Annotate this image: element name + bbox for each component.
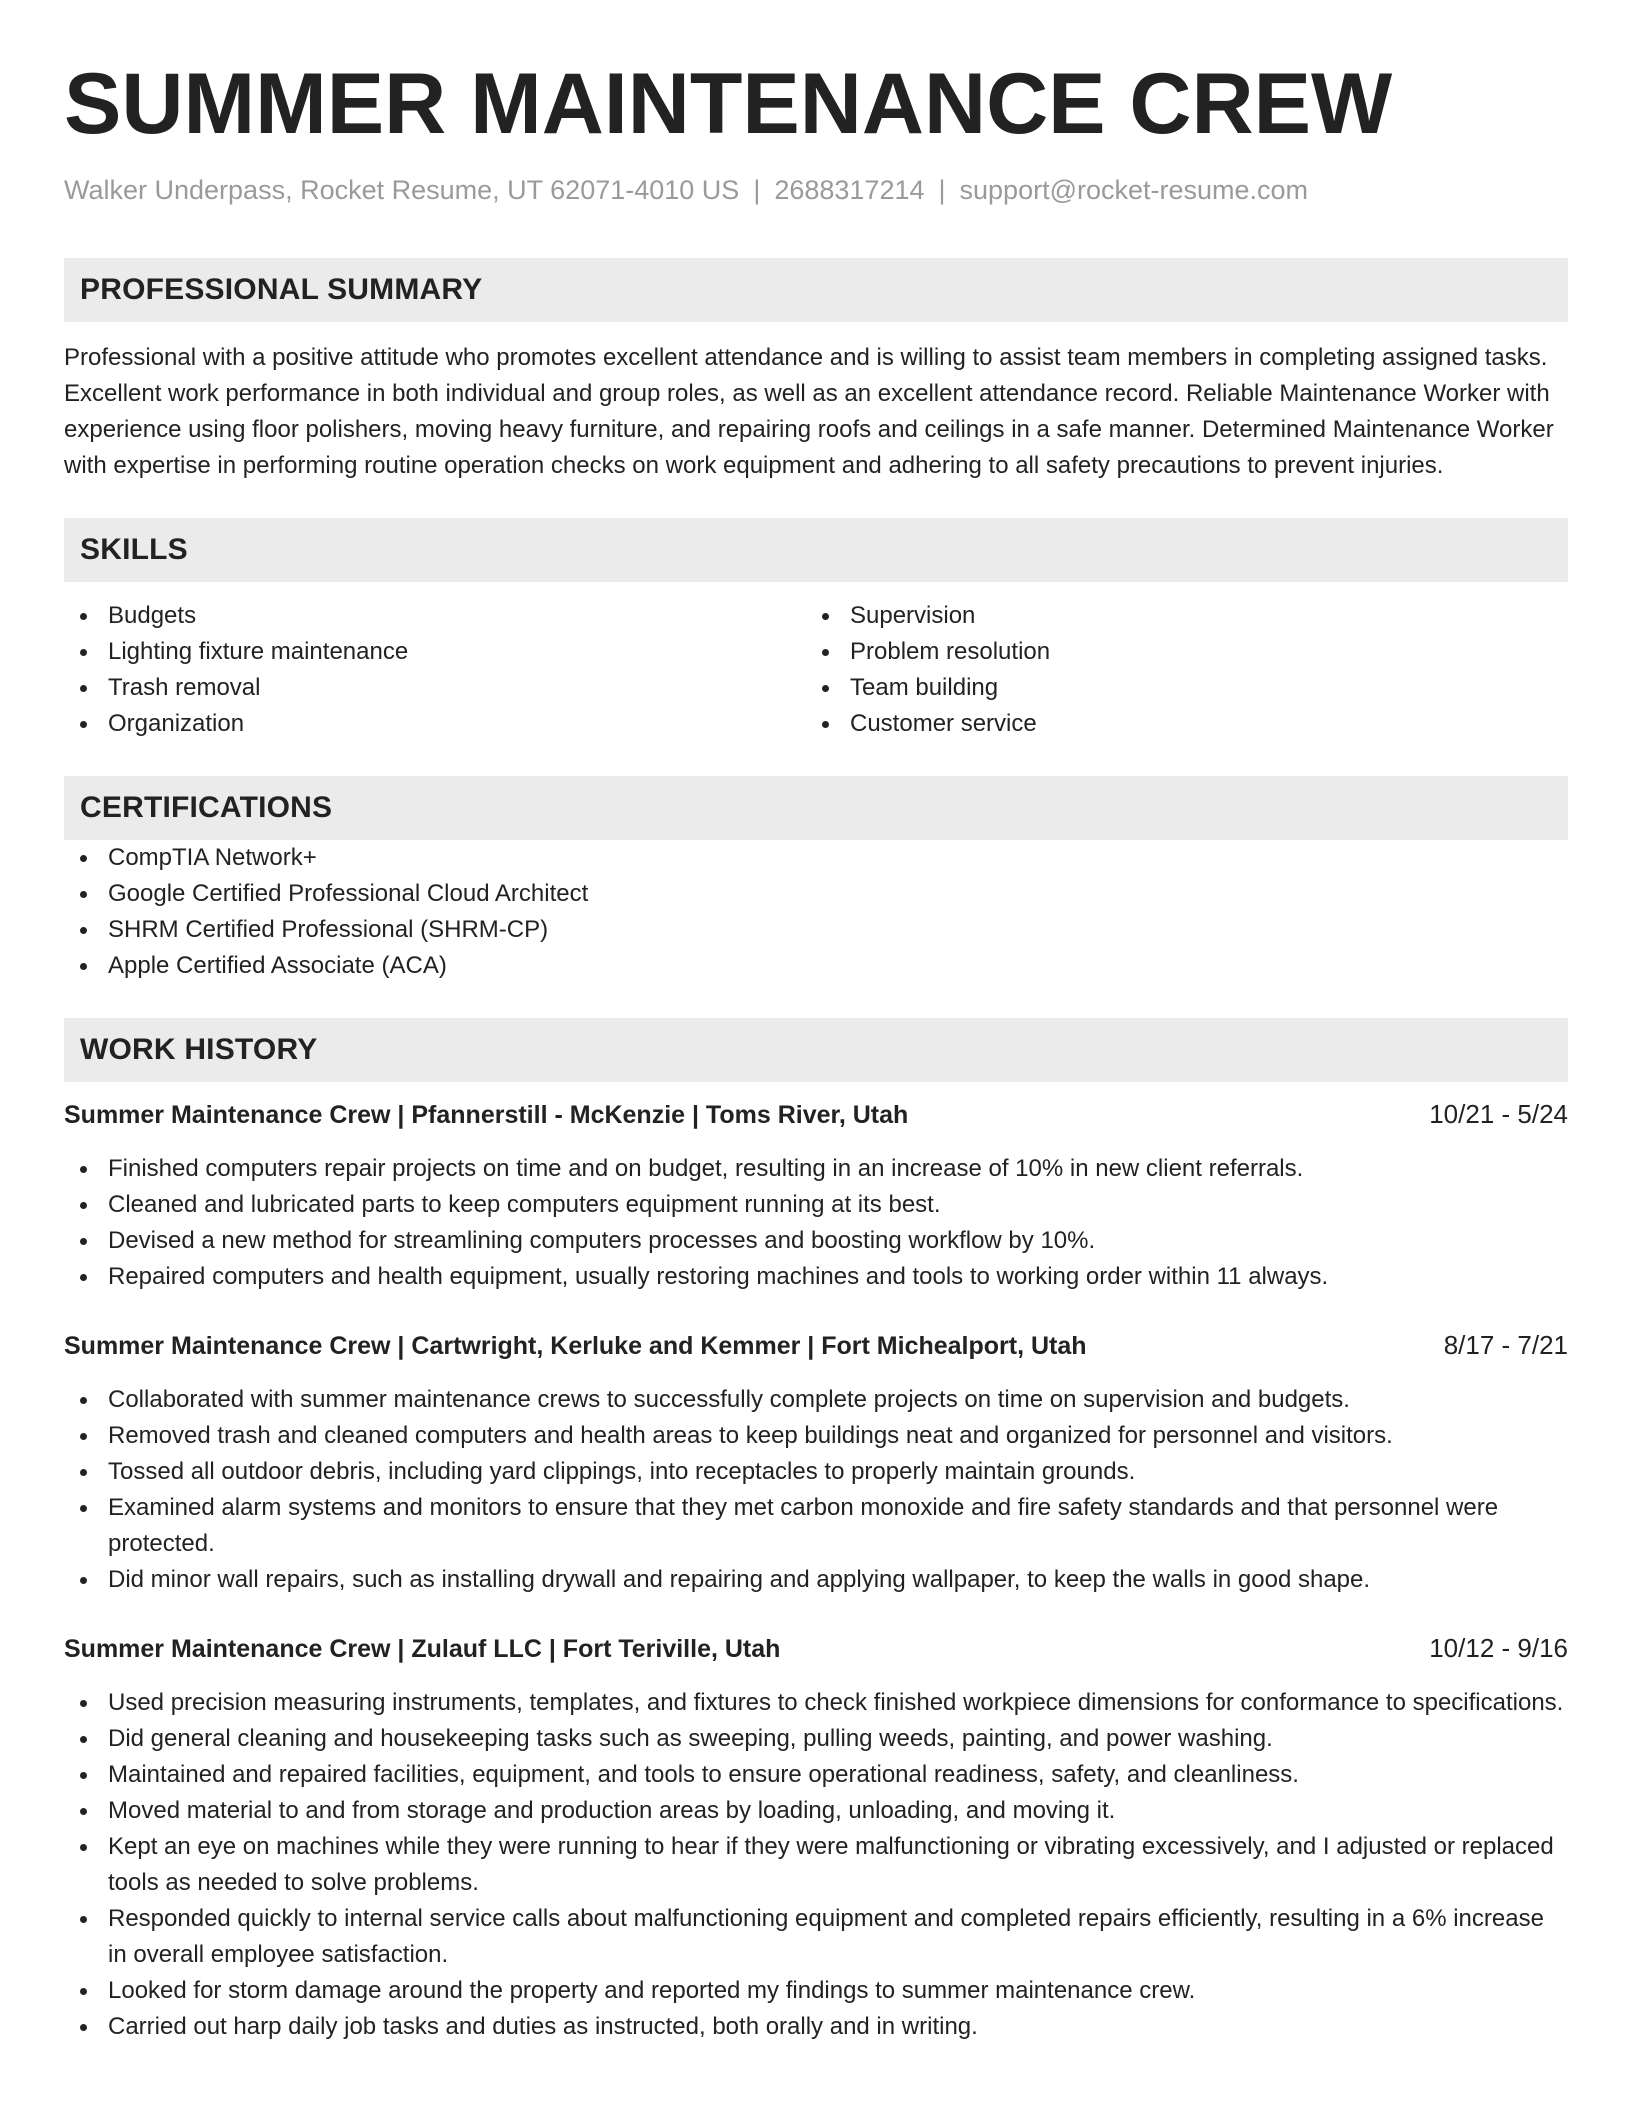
contact-address: Walker Underpass, Rocket Resume, UT 62071-4010 US [64, 175, 740, 205]
job-bullet: Did minor wall repairs, such as installing drywall and repairing and applying wallpaper, to keep the walls in good shape. [64, 1562, 1568, 1598]
job-dates: 10/12 - 9/16 [1429, 1633, 1568, 1663]
contact-line [64, 172, 1568, 208]
job-entry [64, 1630, 1568, 2045]
job-bullet: Moved material to and from storage and production areas by loading, unloading, and moving it. [64, 1793, 1568, 1829]
job-dates: 10/21 - 5/24 [1429, 1099, 1568, 1129]
skills-grid [64, 598, 1568, 742]
job-bullet: Looked for storm damage around the property and reported my findings to summer maintenance crew. [64, 1973, 1568, 2009]
job-bullet: Used precision measuring instruments, templates, and fixtures to check finished workpiece dimensions for conformance to specifications. [64, 1685, 1568, 1721]
skill-item: Budgets [64, 598, 806, 634]
job-header [64, 1096, 1568, 1133]
job-bullet: Responded quickly to internal service calls about malfunctioning equipment and completed repairs efficiently, resulting in a 6% increase in overall employee satisfaction. [64, 1901, 1568, 1973]
certification-item: SHRM Certified Professional (SHRM-CP) [64, 912, 1568, 948]
candidate-name: SUMMER MAINTENANCE CREW [64, 56, 1393, 152]
job-bullet: Devised a new method for streamlining computers processes and boosting workflow by 10%. [64, 1223, 1568, 1259]
skill-item: Customer service [806, 706, 1548, 742]
section-header-work-history: WORK HISTORY [64, 1018, 1568, 1082]
summary-text: Professional with a positive attitude who promotes excellent attendance and is willing to assist team members in completing assigned tasks. Excellent work performance in both individual and group roles, as well as an excellent attendance record. Reliable Maintenance Worker with experience using floor polishers, moving heavy furniture, and repairing roofs and ceilings in a safe manner. Determined Maintenance Worker with expertise in performing routine operation checks on work equipment and adhering to all safety precautions to prevent injuries. [64, 344, 1554, 479]
contact-phone: 2688317214 [774, 175, 925, 205]
job-bullet: Examined alarm systems and monitors to ensure that they met carbon monoxide and fire safety standards and that personnel were protected. [64, 1490, 1568, 1562]
contact-separator: | [753, 175, 761, 205]
skill-item: Problem resolution [806, 634, 1548, 670]
job-bullet: Cleaned and lubricated parts to keep computers equipment running at its best. [64, 1187, 1568, 1223]
job-bullet-list [64, 1685, 1568, 2045]
skill-item: Team building [806, 670, 1548, 706]
section-header-certifications: CERTIFICATIONS [64, 776, 1568, 840]
job-header [64, 1327, 1568, 1364]
job-bullet: Maintained and repaired facilities, equipment, and tools to ensure operational readiness, safety, and cleanliness. [64, 1757, 1568, 1793]
job-bullet: Kept an eye on machines while they were running to hear if they were malfunctioning or vibrating excessively, and I adjusted or replaced tools as needed to solve problems. [64, 1829, 1568, 1901]
certifications-list [64, 840, 1568, 984]
section-header-summary: PROFESSIONAL SUMMARY [64, 258, 1568, 322]
certification-item: Google Certified Professional Cloud Architect [64, 876, 1568, 912]
contact-separator: | [938, 175, 946, 205]
job-bullet: Collaborated with summer maintenance crews to successfully complete projects on time on supervision and budgets. [64, 1382, 1568, 1418]
job-bullet: Finished computers repair projects on time and on budget, resulting in an increase of 10% in new client referrals. [64, 1151, 1568, 1187]
job-dates: 8/17 - 7/21 [1443, 1330, 1568, 1360]
job-title: Summer Maintenance Crew | Zulauf LLC | Fort Teriville, Utah [64, 1635, 781, 1663]
job-header [64, 1630, 1568, 1667]
job-bullet: Removed trash and cleaned computers and health areas to keep buildings neat and organized for personnel and visitors. [64, 1418, 1568, 1454]
contact-email: support@rocket-resume.com [959, 175, 1309, 205]
skills-list-right [806, 598, 1548, 742]
certification-item: Apple Certified Associate (ACA) [64, 948, 1568, 984]
skill-item: Organization [64, 706, 806, 742]
job-bullet-list [64, 1382, 1568, 1598]
job-bullet: Tossed all outdoor debris, including yard clippings, into receptacles to properly maintain grounds. [64, 1454, 1568, 1490]
job-bullet-list [64, 1151, 1568, 1295]
job-bullet: Repaired computers and health equipment, usually restoring machines and tools to working order within 11 always. [64, 1259, 1568, 1295]
skill-item: Lighting fixture maintenance [64, 634, 806, 670]
job-bullet: Carried out harp daily job tasks and duties as instructed, both orally and in writing. [64, 2009, 1568, 2045]
skill-item: Trash removal [64, 670, 806, 706]
job-entry [64, 1096, 1568, 1295]
skills-list-left [64, 598, 806, 742]
job-bullet: Did general cleaning and housekeeping tasks such as sweeping, pulling weeds, painting, and power washing. [64, 1721, 1568, 1757]
section-header-skills: SKILLS [64, 518, 1568, 582]
skill-item: Supervision [806, 598, 1548, 634]
job-entry [64, 1327, 1568, 1598]
job-title: Summer Maintenance Crew | Pfannerstill - McKenzie | Toms River, Utah [64, 1101, 909, 1129]
job-title: Summer Maintenance Crew | Cartwright, Kerluke and Kemmer | Fort Michealport, Utah [64, 1332, 1087, 1360]
certification-item: CompTIA Network+ [64, 840, 1568, 876]
